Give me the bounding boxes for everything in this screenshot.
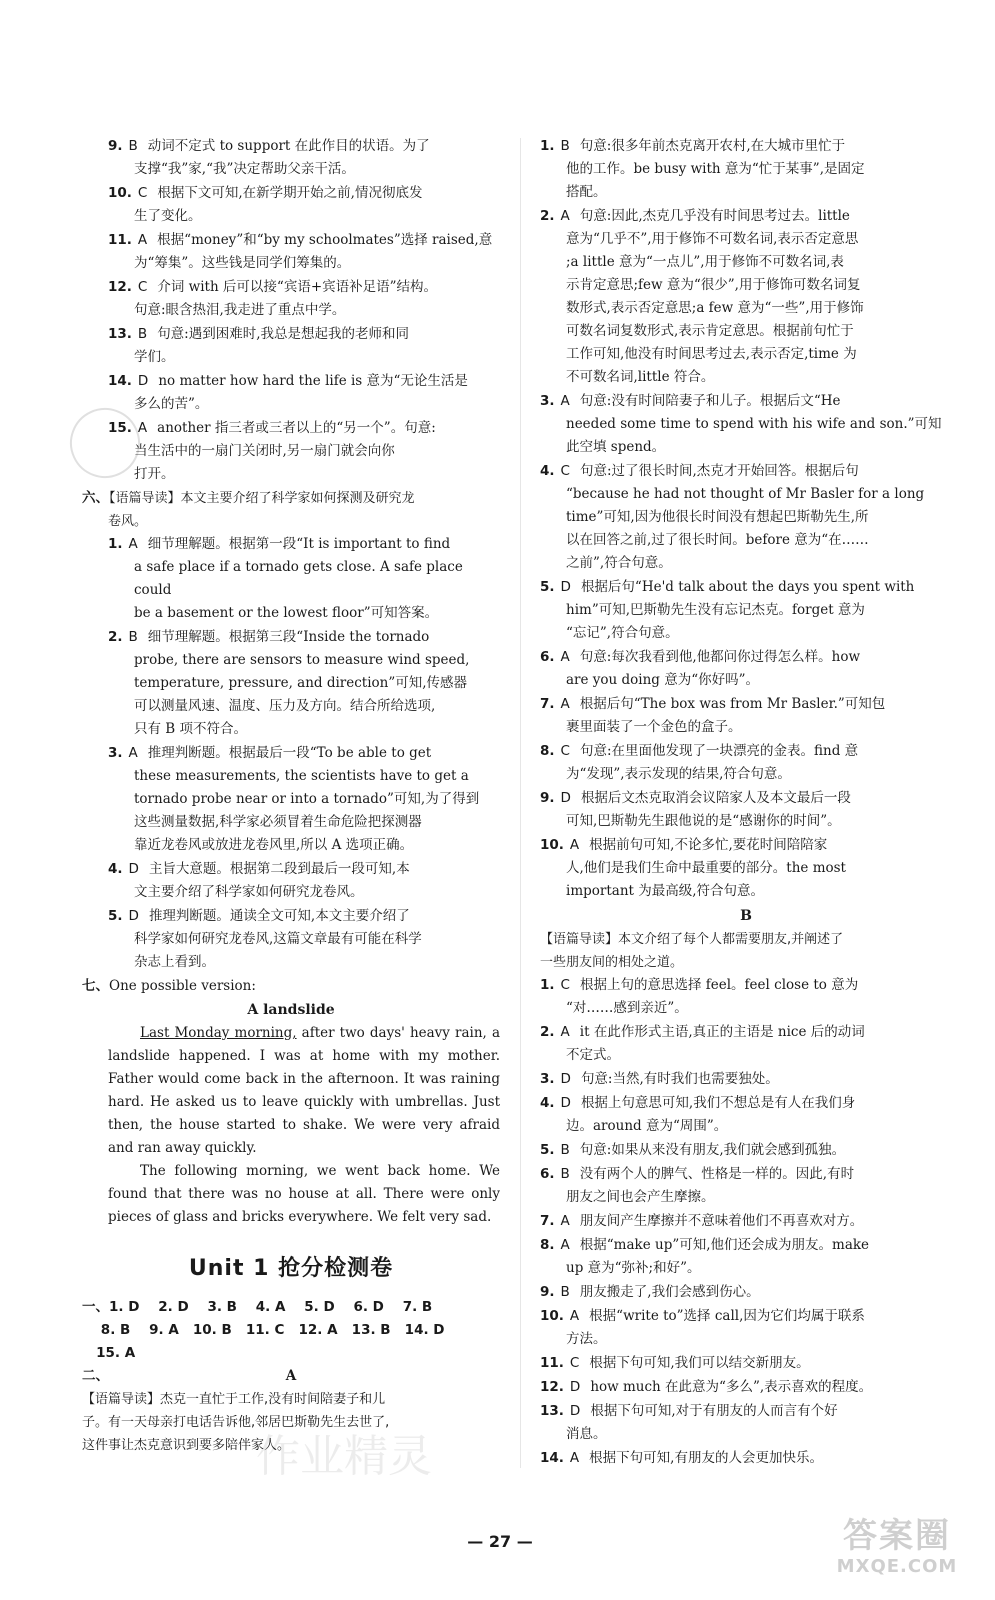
section-two-marker: 二、: [82, 1368, 109, 1384]
answer-item: [540, 205, 952, 389]
item-text-line: 为“发现”,表示发现的结果,符合句意。: [566, 766, 791, 782]
item-number: 5.: [540, 1142, 555, 1158]
item-answer: C: [569, 1355, 580, 1371]
essay-underlined-start: Last Monday morning,: [140, 1025, 297, 1041]
item-answer: D: [560, 1071, 571, 1087]
item-answer: D: [560, 790, 571, 806]
item-text-line: 主旨大意题。根据第二段到最后一段可知,本: [148, 861, 410, 877]
item-text-line: “because he had not thought of Mr Basler for a long: [566, 486, 925, 502]
section-two-part: A: [285, 1368, 297, 1384]
item-answer: A: [137, 232, 148, 248]
part-b-items: [540, 974, 952, 1470]
item-number: 9.: [540, 790, 555, 806]
essay-p1-rest: after two days' heavy rain, a landslide happened. I was at home with my mother. Father would come back in the afternoon. It was raining hard. He asked us to leave quickly with umbrellas. Just then, the house started to shake. We were very afraid and ran away quickly.: [108, 1025, 500, 1156]
answer-item: [540, 1234, 952, 1280]
item-answer: B: [560, 138, 570, 154]
item-text-line: 文主要介绍了科学家如何研究龙卷风。: [134, 884, 364, 900]
watermark-logo-text: 答案圈: [843, 1516, 951, 1556]
item-text-line: 介词 with 后可以接“宾语+宾语补足语”结构。: [157, 279, 438, 295]
faint-watermark-text: 作业精灵: [256, 1431, 432, 1482]
page-number: — 27 —: [467, 1532, 533, 1551]
item-text-line: 句意:没有时间陪妻子和儿子。根据后文“He: [579, 393, 841, 409]
item-text-line: 句意:遇到困难时,我总是想起我的老师和同: [157, 326, 410, 342]
answer-item: [82, 905, 500, 974]
item-text-line: 他的工作。be busy with 意为“忙于某事”,是固定: [566, 161, 865, 177]
item-text-line: “忘记”,符合句意。: [566, 625, 679, 641]
answer-item: [540, 1447, 952, 1470]
item-text-line: temperature, pressure, and direction”可知,传感器: [134, 675, 468, 691]
item-answer: A: [128, 536, 138, 552]
answer-item: [540, 576, 952, 645]
answer-item: [540, 693, 952, 739]
answer-item: [540, 1210, 952, 1233]
answer-item: [540, 135, 952, 204]
section-seven-label: One possible version:: [109, 978, 256, 994]
item-text-line: 裹里面装了一个金色的盒子。: [566, 719, 742, 735]
item-number: 6.: [540, 649, 555, 665]
item-text-line: a safe place if a tornado gets close. A safe place could: [134, 559, 463, 598]
essay-paragraph-1: [108, 1022, 500, 1160]
item-number: 3.: [108, 745, 123, 761]
item-text-line: 句意:因此,杰克几乎没有时间思考过去。little: [579, 208, 850, 224]
essay-title: A landslide: [247, 1002, 335, 1018]
item-text-line: 朋友之间也会产生摩擦。: [566, 1189, 715, 1205]
answer-item: [82, 370, 500, 416]
item-answer: B: [560, 1284, 570, 1300]
part-b-intro-label: 【语篇导读】: [540, 932, 619, 947]
part-b-intro: [540, 928, 952, 974]
item-text-line: another 指三者或三者以上的“另一个”。句意:: [157, 420, 436, 436]
item-text-line: 细节理解题。根据第三段“Inside the tornado: [147, 629, 430, 645]
answer-item: [540, 1352, 952, 1375]
item-number: 4.: [540, 1095, 555, 1111]
item-text-line: 句意:当然,有时我们也需要独处。: [580, 1071, 779, 1087]
item-text-line: 根据后文杰克取消会议陪家人及本文最后一段: [580, 790, 851, 806]
item-text-line: 人,他们是我们生命中最重要的部分。the most: [566, 860, 846, 876]
item-text-line: 句意:每次我看到他,他都问你过得怎么样。how: [579, 649, 860, 665]
item-text-line: 这些测量数据,科学家必须冒着生命危险把探测器: [134, 814, 422, 830]
item-text-line: 示肯定意思;few 意为“很少”,用于修饰可数名词复: [566, 277, 861, 293]
section-six-intro-label: 【语篇导读】: [109, 491, 181, 506]
item-answer: C: [137, 185, 148, 201]
part-b-intro-line-1: 一些朋友间的相处之道。: [540, 955, 684, 970]
item-text-line: 意为“几乎不”,用于修饰不可数名词,表示否定意思: [566, 231, 859, 247]
item-answer: B: [128, 629, 138, 645]
section-six-marker: 六、: [82, 490, 109, 506]
answer-item: [540, 1139, 952, 1162]
answer-item: [540, 974, 952, 1020]
answer-item: [540, 1092, 952, 1138]
item-answer: A: [569, 837, 580, 853]
item-text-line: 打开。: [134, 466, 175, 482]
item-text-line: 根据“write to”选择 call,因为它们均属于联系: [589, 1308, 865, 1324]
item-answer: D: [569, 1403, 581, 1419]
item-number: 4.: [540, 463, 555, 479]
item-number: 8.: [540, 1237, 555, 1253]
answer-item: [540, 1400, 952, 1446]
answer-item: [540, 740, 952, 786]
answer-item: [540, 787, 952, 833]
answer-item: [82, 417, 500, 486]
item-number: 1.: [540, 977, 555, 993]
item-answer: B: [137, 326, 148, 342]
answers-line-1: 一、1. D 2. D 3. B 4. A 5. D 6. D 7. B: [82, 1299, 433, 1315]
item-number: 14.: [108, 373, 132, 389]
item-text-line: 多么的苦”。: [134, 396, 209, 412]
answer-item: [540, 1305, 952, 1351]
item-number: 7.: [540, 696, 555, 712]
item-answer: A: [569, 1308, 580, 1324]
answers-line-3: 15. A: [82, 1345, 136, 1361]
item-text-line: 之前”,符合句意。: [566, 555, 672, 571]
item-answer: D: [569, 1379, 581, 1395]
item-answer: C: [560, 463, 570, 479]
item-text-line: 学们。: [134, 349, 175, 365]
item-text-line: 根据后句“The box was from Mr Basler.”可知包: [579, 696, 886, 712]
item-text-line: “对……感到亲近”。: [566, 1000, 688, 1016]
section-seven-marker: 七、: [82, 978, 109, 994]
item-text-line: 根据下句可知,有朋友的人会更加快乐。: [589, 1450, 823, 1466]
item-text-line: 朋友间产生摩擦并不意味着他们不再喜欢对方。: [579, 1213, 864, 1229]
item-text-line: are you doing 意为“你好吗”。: [566, 672, 760, 688]
answer-item: [540, 646, 952, 692]
essay-body: [82, 1022, 500, 1229]
item-text-line: 根据下句可知,对于有朋友的人而言有个好: [590, 1403, 838, 1419]
item-answer: A: [560, 1024, 570, 1040]
item-answer: D: [560, 1095, 571, 1111]
answer-item: [540, 1376, 952, 1399]
item-text-line: 细节理解题。根据第一段“It is important to find: [147, 536, 451, 552]
item-text-line: 根据上句的意思选择 feel。feel close to 意为: [579, 977, 859, 993]
item-text-line: be a basement or the lowest floor”可知答案。: [134, 605, 439, 621]
answers-line-2: 8. B 9. A 10. B 11. C 12. A 13. B 14. D: [82, 1322, 445, 1338]
item-text-line: 支撑“我”家,“我”决定帮助父亲干活。: [134, 161, 355, 177]
left-column: [82, 135, 500, 1457]
section-six-items: [82, 533, 500, 974]
item-text-line: tornado probe near or into a tornado”可知,为了得到: [134, 791, 480, 807]
item-number: 9.: [540, 1284, 555, 1300]
section-six-intro-line-1: 卷风。: [108, 514, 148, 529]
item-text-line: 句意:在里面他发现了一块漂亮的金表。find 意: [579, 743, 859, 759]
section-two-intro-line-2: 这件事让杰克意识到要多陪伴家人。: [82, 1438, 291, 1453]
item-number: 13.: [540, 1403, 564, 1419]
item-text-line: 根据下文可知,在新学期开始之前,情况彻底发: [157, 185, 423, 201]
item-number: 14.: [540, 1450, 564, 1466]
item-answer: B: [560, 1142, 570, 1158]
item-text-line: 方法。: [566, 1331, 607, 1347]
item-text-line: time”可知,因为他很长时间没有想起巴斯勒先生,所: [566, 509, 869, 525]
item-number: 5.: [108, 908, 123, 924]
answer-item: [82, 858, 500, 904]
item-text-line: needed some time to spend with his wife and son.”可知: [566, 416, 942, 432]
item-text-line: these measurements, the scientists have to get a: [134, 768, 469, 784]
section-two-intro-line-1: 子。有一天母亲打电话告诉他,邻居巴斯勒先生去世了,: [82, 1415, 390, 1430]
item-text-line: 生了变化。: [134, 208, 202, 224]
item-answer: A: [560, 208, 570, 224]
section-two-intro-label: 【语篇导读】: [82, 1392, 161, 1407]
item-number: 13.: [108, 326, 132, 342]
answer-item: [540, 1163, 952, 1209]
answer-item: [82, 323, 500, 369]
item-text-line: 工作可知,他没有时间思考过去,表示否定,time 为: [566, 346, 857, 362]
item-text-line: 可以测量风速、温度、压力及方向。结合所给选项,: [134, 698, 436, 714]
part-b-intro-line-0: 本文介绍了每个人都需要朋友,并阐述了: [618, 932, 844, 947]
item-text-line: probe, there are sensors to measure wind speed,: [134, 652, 470, 668]
section-two-intro: [82, 1388, 500, 1457]
answer-item: [82, 276, 500, 322]
item-text-line: important 为最高级,符合句意。: [566, 883, 765, 899]
item-answer: B: [560, 1166, 570, 1182]
item-number: 8.: [540, 743, 555, 759]
item-answer: A: [560, 393, 570, 409]
item-number: 2.: [540, 208, 555, 224]
item-text-line: 动词不定式 to support 在此作目的状语。为了: [147, 138, 430, 154]
item-number: 12.: [540, 1379, 564, 1395]
item-text-line: 根据“money”和“by my schoolmates”选择 raised,意: [157, 232, 493, 248]
item-text-line: 句意:过了很长时间,杰克才开始回答。根据后句: [579, 463, 859, 479]
item-number: 7.: [540, 1213, 555, 1229]
item-text-line: 句意:如果从来没有朋友,我们就会感到孤独。: [579, 1142, 846, 1158]
item-text-line: 为“筹集”。这些钱是同学们筹集的。: [134, 255, 351, 271]
item-number: 1.: [540, 138, 555, 154]
section-two-intro-line-0: 杰克一直忙于工作,没有时间陪妻子和儿: [160, 1392, 386, 1407]
answer-item: [540, 1021, 952, 1067]
item-text-line: 数形式,表示否定意思;a few 意为“一些”,用于修饰: [566, 300, 864, 316]
item-number: 4.: [108, 861, 123, 877]
item-text-line: 消息。: [566, 1426, 607, 1442]
column-divider: [520, 138, 521, 1468]
item-answer: A: [560, 649, 570, 665]
item-answer: D: [128, 908, 139, 924]
item-answer: D: [560, 579, 571, 595]
item-text-line: him”可知,巴斯勒先生没有忘记杰克。forget 意为: [566, 602, 865, 618]
item-text-line: 不定式。: [566, 1047, 620, 1063]
item-number: 2.: [540, 1024, 555, 1040]
item-text-line: 科学家如何研究龙卷风,这篇文章最有可能在科学: [134, 931, 422, 947]
item-text-line: 推理判断题。根据最后一段“To be able to get: [147, 745, 432, 761]
item-number: 15.: [108, 420, 132, 436]
item-number: 12.: [108, 279, 132, 295]
answer-item: [540, 1068, 952, 1091]
item-text-line: 不可数名词,little 符合。: [566, 369, 715, 385]
item-text-line: 根据上句意思可知,我们不想总是有人在我们身: [580, 1095, 856, 1111]
item-number: 11.: [108, 232, 132, 248]
section-six-intro-line-0: 本文主要介绍了科学家如何探测及研究龙: [180, 491, 415, 506]
section-six: [82, 487, 500, 533]
item-answer: C: [560, 977, 570, 993]
item-answer: C: [560, 743, 570, 759]
item-text-line: 根据前句可知,不论多忙,要花时间陪陪家: [589, 837, 828, 853]
answer-item: [82, 229, 500, 275]
item-answer: A: [569, 1450, 580, 1466]
watermark-domain: MXQE.COM: [836, 1556, 958, 1577]
answer-item: [82, 742, 500, 857]
item-number: 3.: [540, 393, 555, 409]
item-text-line: how much 在此意为“多么”,表示喜欢的程度。: [590, 1379, 873, 1395]
section-two: [82, 1365, 500, 1388]
item-text-line: 推理判断题。通读全文可知,本文主要介绍了: [148, 908, 410, 924]
item-text-line: 可知,巴斯勒先生跟他说的是“感谢你的时间”。: [566, 813, 841, 829]
answer-item: [82, 626, 500, 741]
item-text-line: 根据“make up”可知,他们还会成为朋友。make: [579, 1237, 870, 1253]
item-answer: C: [137, 279, 148, 295]
item-text-line: 搭配。: [566, 184, 607, 200]
part-a-items: [540, 135, 952, 903]
answer-item: [82, 182, 500, 228]
item-text-line: 当生活中的一扇门关闭时,另一扇门就会向你: [134, 443, 395, 459]
item-text-line: 以在回答之前,过了很长时间。before 意为“在……: [566, 532, 869, 548]
site-watermark: [817, 1516, 977, 1582]
item-number: 2.: [108, 629, 123, 645]
item-text-line: up 意为“弥补;和好”。: [566, 1260, 701, 1276]
item-text-line: 没有两个人的脾气、性格是一样的。因此,有时: [579, 1166, 855, 1182]
item-answer: D: [128, 861, 139, 877]
item-number: 10.: [540, 837, 564, 853]
item-text-line: 朋友搬走了,我们会感到伤心。: [579, 1284, 760, 1300]
item-text-line: 根据后句“He'd talk about the days you spent with: [580, 579, 915, 595]
item-text-line: 杂志上看到。: [134, 954, 215, 970]
essay-paragraph-2: The following morning, we went back home. We found that there was no house at all. There were only pieces of glass and bricks everywhere. We felt very sad.: [108, 1163, 500, 1225]
part-b-heading: B: [740, 908, 752, 924]
item-text-line: 句意:眼含热泪,我走进了重点中学。: [134, 302, 346, 318]
answer-item: [540, 390, 952, 459]
item-answer: A: [137, 420, 148, 436]
item-text-line: 此空填 spend。: [566, 439, 666, 455]
item-number: 6.: [540, 1166, 555, 1182]
item-text-line: 根据下句可知,我们可以结交新朋友。: [589, 1355, 810, 1371]
item-answer: D: [137, 373, 149, 389]
answer-item: [540, 460, 952, 575]
item-answer: A: [560, 1237, 570, 1253]
right-column: [540, 135, 952, 1471]
item-number: 1.: [108, 536, 123, 552]
item-number: 10.: [108, 185, 132, 201]
item-number: 9.: [108, 138, 123, 154]
unit-title: Unit 1 抢分检测卷: [188, 1256, 394, 1281]
item-answer: B: [128, 138, 138, 154]
answer-item: [82, 135, 500, 181]
section-seven: [82, 975, 500, 998]
item-number: 5.: [540, 579, 555, 595]
item-text-line: 可数名词复数形式,表示肯定意思。根据前句忙于: [566, 323, 854, 339]
item-answer: A: [128, 745, 138, 761]
item-answer: A: [560, 1213, 570, 1229]
left-answer-items: [82, 135, 500, 486]
item-text-line: no matter how hard the life is 意为“无论生活是: [158, 373, 468, 389]
answer-item: [82, 533, 500, 625]
item-text-line: ;a little 意为“一点儿”,用于修饰不可数名词,表: [566, 254, 844, 270]
answer-item: [540, 1281, 952, 1304]
item-answer: A: [560, 696, 570, 712]
item-number: 11.: [540, 1355, 564, 1371]
item-text-line: 只有 B 项不符合。: [134, 721, 248, 737]
item-text-line: 靠近龙卷风或放进龙卷风里,所以 A 选项正确。: [134, 837, 414, 853]
item-text-line: it 在此作形式主语,真正的主语是 nice 后的动词: [579, 1024, 865, 1040]
item-number: 10.: [540, 1308, 564, 1324]
item-text-line: 边。around 意为“周围”。: [566, 1118, 728, 1134]
answer-item: [540, 834, 952, 903]
item-number: 3.: [540, 1071, 555, 1087]
item-text-line: 句意:很多年前杰克离开农村,在大城市里忙于: [579, 138, 846, 154]
